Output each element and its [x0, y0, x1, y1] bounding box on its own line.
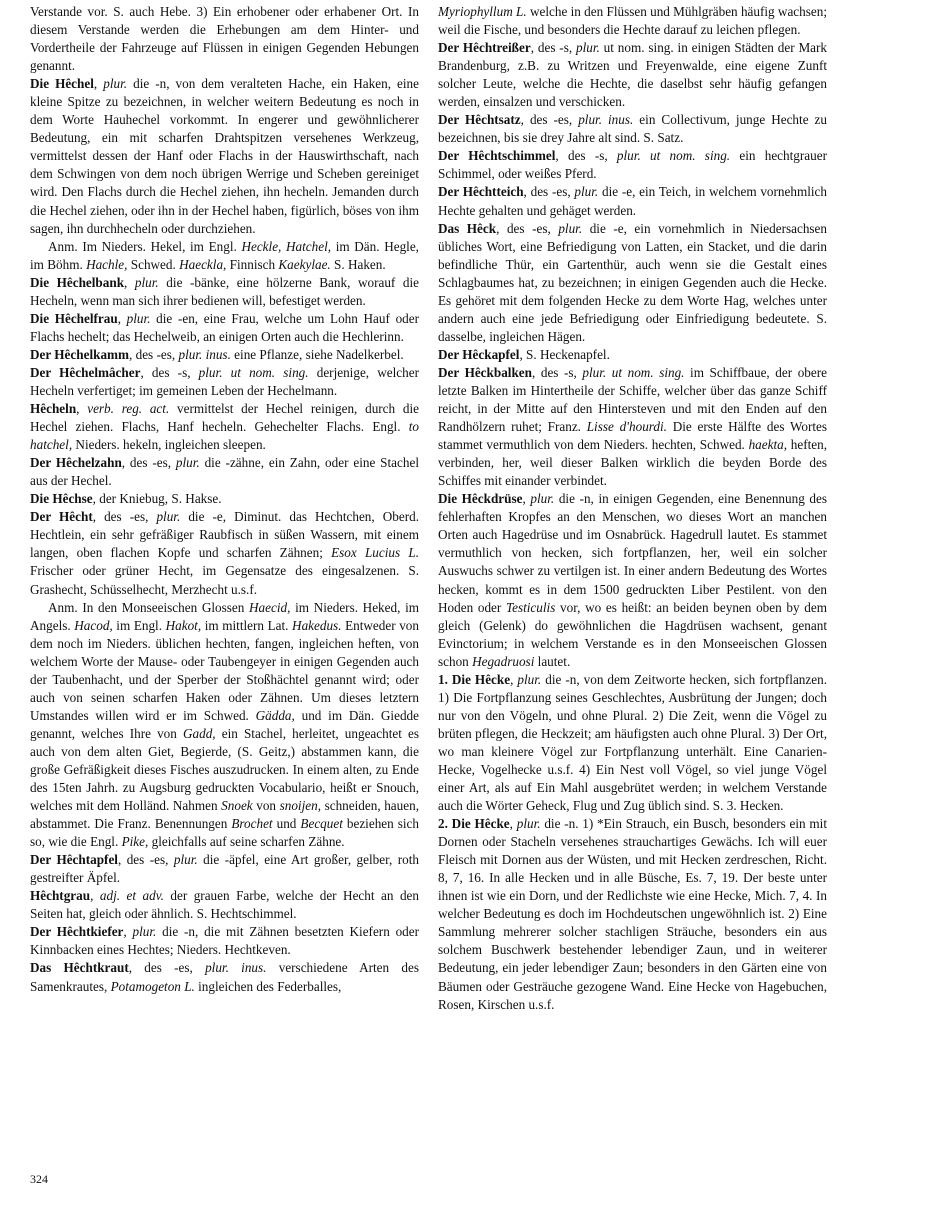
- entry-text: ein hechtgrauer Schimmel, oder weißes Pferd.: [438, 148, 827, 182]
- entry-text: Nieders. hekeln, ingleichen sleepen.: [72, 437, 266, 453]
- dictionary-entry: [30, 454, 419, 490]
- entry-text: die -e, Diminut. das Hechtchen, Oberd. Hechtlein, ein sehr gefräßiger Raubfisch in süßen Wassern, mit einem langen, oben flachen Kopfe und scharfen Zähnen;: [30, 509, 419, 561]
- entry-text: verschiedene Arten des Samenkrautes,: [30, 960, 419, 994]
- dictionary-entry: [438, 183, 827, 219]
- italic-term: Gadd,: [183, 725, 216, 741]
- entry-text: vor, wo es heißt: an beiden beynen oben by dem gleich (Gelenk) do gewöhnlichen die Hagdrüsen wachsent, genant Evinctorium; in welchem Verstande es in den Monseeischen Glossen schon: [438, 599, 827, 669]
- entry-text: Anm. In den Monseeischen Glossen: [48, 599, 250, 615]
- entry-text: , des -es,: [121, 455, 176, 471]
- dictionary-entry: [438, 346, 827, 364]
- entry-text: die -n, die mit Zähnen besetzten Kiefern oder Kinnbacken eines Hechtes; Nieders. Hechtkeven.: [30, 924, 420, 958]
- entry-text: im Engl.: [112, 617, 166, 633]
- italic-term: plur.: [132, 924, 157, 940]
- dictionary-entry: [30, 346, 419, 364]
- entry-text: ein Stachel, herleitet, ungeachtet es auch von dem alten Giet, Begierde, (S. Geitz,) abstammen kann, die große Gefräßigkeit dieses Fisches auszudrucken. In einem alten, zu Ende des 15ten Jahrh. zu Augsburg gedruckten Vocabulario, heißt er Snouch, welches mit dem Holländ. Nahmen: [30, 725, 420, 814]
- entry-text: vermittelst der Hechel reinigen, durch die Hechel ziehen. Flachs, Hanf hecheln. Gehechelter Flachs. Engl.: [30, 401, 419, 435]
- entry-text: , des -s,: [140, 364, 199, 380]
- entry-text: im Dän. Hegle, im Böhm.: [30, 238, 419, 272]
- dictionary-entry: [30, 364, 419, 400]
- entry-text: die -bänke, eine hölzerne Bank, worauf die Hecheln, wenn man sich ihrer bedienen will, befestiget werden.: [30, 274, 419, 308]
- dictionary-entry: [438, 39, 827, 111]
- headword: Die Hêchse: [30, 491, 93, 507]
- left-column: [30, 3, 419, 996]
- italic-term: adj. et adv.: [99, 888, 164, 904]
- italic-term: plur.: [134, 274, 159, 290]
- entry-text: , des -es,: [117, 852, 174, 868]
- dictionary-entry: [30, 508, 419, 598]
- dictionary-entry: [438, 220, 827, 346]
- italic-term: Hakot,: [165, 617, 202, 633]
- entry-text: , des -es,: [523, 184, 575, 200]
- italic-term: plur.: [173, 852, 198, 868]
- annotation-paragraph: [30, 599, 419, 852]
- entry-text: derjenige, welcher Hecheln verfertiget; im gemeinen Leben der Hechelmann.: [30, 364, 419, 398]
- entry-text: die -n, von dem veralteten Hache, ein Haken, eine kleine Spitze zu bezeichnen, in welcher weitern Bedeutung es noch in dem Worte Hauhechel vorkommt. In engerer und gewöhnlicherer Bedeutung, ein mit scharfen Drahtspitzen versehenes Werkzeug, vermittelst dessen der Hanf oder Flachs in der Hauswirthschaft, nach dem Schwingen von dem noch übrigen Werrige und Scheben gereiniget wird. Den Flachs durch die Hechel ziehen, ihn hecheln. Jemanden durch die Hechel ziehen, oder ihn in der Hechel haben, figürlich, böses von ihm sagen, ihn durchhecheln oder durchziehen.: [30, 76, 419, 236]
- italic-term: plur.: [103, 76, 128, 92]
- italic-term: plur.: [530, 491, 555, 507]
- entry-text: , des -es,: [92, 509, 157, 525]
- headword: 1. Die Hêcke: [438, 671, 511, 687]
- entry-text: die -zähne, ein Zahn, oder eine Stachel aus der Hechel.: [30, 455, 419, 489]
- italic-term: Kaekylae.: [278, 256, 331, 272]
- entry-text: ,: [90, 888, 100, 904]
- entry-text: , der Kniebug, S. Hakse.: [92, 491, 222, 507]
- dictionary-entry: [438, 815, 827, 1014]
- dictionary-entry: [438, 490, 827, 670]
- italic-term: Snoek: [221, 798, 253, 814]
- italic-term: Hegadruosi: [472, 653, 535, 669]
- italic-term: verb. reg. act.: [87, 401, 170, 417]
- italic-term: plur. ut nom. sing.: [582, 364, 685, 380]
- entry-text: die -äpfel, eine Art großer, gelber, roth gestreifter Äpfel.: [30, 852, 419, 886]
- italic-term: plur. ut nom. sing.: [198, 364, 309, 380]
- italic-term: Hakedus.: [292, 617, 342, 633]
- italic-term: plur. inus.: [205, 960, 267, 976]
- entry-text: der grauen Farbe, welche der Hecht an den Seiten hat, gleich oder ähnlich. S. Hechtschimmel.: [30, 888, 420, 922]
- annotation-paragraph: [30, 238, 419, 274]
- dictionary-entry: [30, 851, 419, 887]
- entry-text: Schwed.: [127, 256, 180, 272]
- continued-text: [30, 3, 419, 75]
- dictionary-entry: [30, 887, 419, 923]
- italic-term: Testiculis: [505, 599, 556, 615]
- headword: Die Hêchel: [30, 76, 94, 92]
- headword: Die Hêchelfrau: [30, 310, 118, 326]
- italic-term: Heckle, Hatchel,: [241, 238, 332, 254]
- entry-text: die -n, in einigen Gegenden, eine Benennung des fehlerhaften Kropfes an den Menschen, wo dieses Wort an manchen Orten auch Hagedrüse und im Osnabrück. Hagedrull lautet. Es stammet vermuthlich von hecken, sich fortpflanzen, her, weil ein solcher Auswuchs schwer zu vertilgen ist. In einer andern Bedeutung des Wortes hecken, kommt es in dem 1500 gedruckten Liber Pestilent. von den Hoden oder: [438, 491, 827, 615]
- headword: Das Hêck: [438, 220, 497, 236]
- entry-text: , des -s,: [555, 148, 617, 164]
- italic-term: plur. ut nom. sing.: [616, 148, 731, 164]
- headword: Hêcheln: [30, 401, 77, 417]
- italic-term: plur. inus.: [178, 346, 231, 362]
- entry-text: schneiden, hauen, abstammet. Die Franz. Benennungen: [30, 798, 419, 832]
- dictionary-entry: [30, 400, 419, 454]
- italic-term: Brochet: [231, 816, 273, 832]
- italic-term: Haecid,: [249, 599, 291, 615]
- headword: Der Hêckbalken: [438, 364, 532, 380]
- italic-term: Potamogeton L.: [110, 978, 195, 994]
- italic-term: plur.: [516, 816, 541, 832]
- entry-text: , des -es,: [496, 220, 559, 236]
- entry-text: ,: [123, 924, 133, 940]
- italic-term: plur.: [576, 40, 600, 56]
- entry-text: im Nieders. Heked, im Angels.: [30, 599, 419, 633]
- entry-text: S. Haken.: [330, 256, 386, 272]
- entry-text: Die erste Hälfte des Wortes stammet vermuthlich von dem Nieders. hechten, Schwed.: [438, 419, 827, 453]
- dictionary-entry: [30, 310, 419, 346]
- dictionary-entry: [438, 671, 827, 815]
- headword: Das Hêchtkraut: [30, 960, 129, 976]
- entry-text: lautet.: [534, 653, 571, 669]
- headword: Der Hêchelmâcher: [30, 364, 141, 380]
- entry-text: , des -es,: [520, 112, 579, 128]
- dictionary-entry: [30, 490, 419, 508]
- italic-term: to hatchel,: [30, 419, 419, 453]
- entry-text: , des -s,: [531, 364, 583, 380]
- entry-text: ,: [522, 491, 531, 507]
- headword: 2. Die Hêcke: [438, 816, 510, 832]
- italic-term: plur.: [126, 310, 151, 326]
- italic-term: plur.: [558, 220, 583, 236]
- entry-text: Anm. Im Nieders. Hekel, im Engl.: [48, 238, 242, 254]
- headword: Der Hêckapfel: [438, 346, 520, 362]
- continued-text: [438, 3, 827, 39]
- headword: Der Hêchelzahn: [30, 455, 122, 471]
- dictionary-entry: [30, 923, 419, 959]
- italic-term: plur.: [156, 509, 181, 525]
- entry-text: die -e, ein Teich, in welchem vornehmlich Hechte gehalten und gehäget werden.: [438, 184, 827, 218]
- entry-text: beziehen sich so, wie die Engl.: [30, 816, 419, 850]
- headword: Der Hêcht: [30, 509, 93, 525]
- italic-term: plur.: [574, 184, 599, 200]
- italic-term: Pike,: [121, 834, 149, 850]
- entry-text: ,: [510, 671, 518, 687]
- dictionary-entry: [438, 147, 827, 183]
- entry-text: und im Dän. Giedde genannt, welches Ihre von: [30, 707, 419, 741]
- headword: Der Hêchtteich: [438, 184, 524, 200]
- italic-term: Hachle,: [86, 256, 128, 272]
- italic-term: plur. inus.: [578, 112, 634, 128]
- entry-text: eine Pflanze, siehe Nadelkerbel.: [230, 346, 404, 362]
- headword: Der Hêchtsatz: [438, 112, 521, 128]
- right-column: [438, 3, 827, 1014]
- dictionary-entry: [438, 364, 827, 490]
- entry-text: , S. Heckenapfel.: [519, 346, 610, 362]
- entry-text: ,: [93, 76, 104, 92]
- entry-text: die -n, von dem Zeitworte hecken, sich fortpflanzen. 1) Die Fortpflanzung seines Geschlechtes, Ausbrütung der Jungen; doch nur von den Vögeln, und ohne Plural. 2) Die Zeit, wenn die Vögel zu brüten pflegen, die Heckzeit; am häufigsten auch ohne Plural. 3) Der Ort, wo man kleinere Vögel zur Fortpflanzung unterhält. Eine Canarien-Hecke, Vogelhecke u.s.f. 4) Ein Nest voll Vögel, so viel junge Vögel einer Art, als auf Ein Mahl ausgebrütet werden; in welchem Verstande auch die Wörter Geheck, Flug und Zug üblich sind. S. 3. Hecken.: [438, 671, 828, 814]
- headword: Die Hêchelbank: [30, 274, 125, 290]
- italic-term: Lisse d'hourdi.: [586, 419, 667, 435]
- headword: Der Hêchtapfel: [30, 852, 118, 868]
- italic-term: Esox Lucius L.: [331, 545, 420, 561]
- dictionary-entry: [30, 959, 419, 995]
- entry-text: ingleichen des Federballes,: [194, 978, 342, 994]
- entry-text: im Schiffbaue, der obere letzte Balken im Hintertheile der Schiffe, welcher über das ganze Schiff reicht, in der Mitte auf den Hintersteven und mit den Enden auf den Randhölzern ruhet; Franz.: [438, 364, 827, 435]
- italic-term: Becquet: [300, 816, 343, 832]
- entry-text: von: [252, 798, 280, 814]
- dictionary-entry: [30, 274, 419, 310]
- entry-text: gleichfalls auf seine scharfen Zähne.: [148, 834, 345, 850]
- entry-text: ,: [117, 310, 127, 326]
- italic-term: snoijen,: [279, 798, 322, 814]
- headword: Der Hêchtschimmel: [438, 148, 556, 164]
- entry-text: , des -es,: [128, 960, 206, 976]
- headword: Der Hêchtreißer: [438, 40, 531, 56]
- page-number: 324: [30, 1172, 48, 1186]
- italic-term: Haeckla,: [179, 256, 227, 272]
- entry-text: ,: [509, 816, 517, 832]
- entry-text: ,: [124, 274, 135, 290]
- italic-term: Gädda,: [255, 707, 295, 723]
- headword: Die Hêckdrüse: [438, 491, 523, 507]
- entry-text: die -e, ein vornehmlich in Niedersachsen übliches Wort, eine Befriedigung von Latten, ein Stacket, und die darin befindliche Thür, ein Gartenthür, auch wenn sie die Gestalt eines Schlagbaumes hat, zu bezeichnen; in einigen Gegenden auch die Hecke. Es gehöret mit dem folgenden Hecke zu dem Worte Hag, welches unter andern auch eine jede Befriedigung oder Einfriedigung bedeutete. S. dasselbe, ingleichen Hägen.: [438, 220, 827, 344]
- entry-text: Verstande vor. S. auch Hebe. 3) Ein erhobener oder erhabener Ort. In diesem Verstande werden die Erhebungen am dem Hinter- und Vordertheile der Fahrzeuge auf Flüssen in einigen Gegenden Hebungen genannt.: [30, 4, 419, 74]
- entry-text: und: [272, 816, 301, 832]
- headword: Der Hêchtkiefer: [30, 924, 124, 940]
- italic-term: Myriophyllum L.: [438, 4, 527, 19]
- headword: Der Hêchelkamm: [30, 346, 130, 362]
- dictionary-entry: [30, 75, 419, 237]
- italic-term: Hacod,: [74, 617, 113, 633]
- entry-text: , des -es,: [129, 346, 179, 362]
- headword: Hêchtgrau: [30, 888, 91, 904]
- entry-text: welche in den Flüssen und Mühlgräben häufig wachsen; weil die Fische, und besonders die Hechte darauf zu leichen pflegen.: [438, 4, 827, 38]
- entry-text: im mittlern Lat.: [201, 617, 293, 633]
- entry-text: die -en, eine Frau, welche um Lohn Hauf oder Flachs hechelt; das Hechelweib, an einigen Orten auch die Hechlerinn.: [30, 310, 419, 344]
- italic-term: plur.: [517, 671, 542, 687]
- entry-text: ein Collectivum, junge Hechte zu bezeichnen, bis sie drey Jahre alt sind. S. Satz.: [438, 112, 827, 146]
- italic-term: haekta,: [748, 437, 788, 453]
- entry-text: Finnisch: [226, 256, 279, 272]
- italic-term: plur.: [175, 455, 200, 471]
- entry-text: , des -s,: [530, 40, 576, 56]
- entry-text: Entweder von dem noch im Nieders. üblichen hechten, fangen, ingleichen heften, von welchem Worte der Mause- oder Taubengeyer in einigen Gegenden auch der Taubenhacht, und der Sperber der Stoßhächtel genannt wird; oder auch von seinen scharfen Haken oder Zähnen. Um dieses letztern Umstandes willen wird er im Schwed.: [30, 617, 419, 723]
- entry-text: Frischer oder grüner Hecht, im Gegensatze des eingesalzenen. S. Grashecht, Schüsselhecht, Merzhecht u.s.f.: [30, 563, 419, 597]
- entry-text: ut nom. sing. in einigen Städten der Mark Brandenburg, z.B. zu Writzen und Freyenwalde, eine eigene Zunft solcher Leute, welche die Hechte, die daselbst sehr häufig gefangen werden, einsalzen und verschicken.: [438, 40, 828, 110]
- dictionary-entry: [438, 111, 827, 147]
- entry-text: ,: [76, 401, 88, 417]
- entry-text: heften, verbinden, her, weil dieser Balken wirklich die beyden Borde des Schiffes mit einander verbindet.: [438, 437, 827, 489]
- entry-text: die -n. 1) *Ein Strauch, ein Busch, besonders ein mit Dornen oder Stacheln versehenes strauchartiges Gewächs. Ich will euer Fleisch mit Dornen aus der Wüsten, und mit Hecken zerdreschen, Richt. 8, 7, 16. In alle Hecken und in alle Büsche, Es. 7, 19. Der beste unter ihnen ist wie ein Dorn, und der Redlichste wie eine Hecke, Mich. 7, 4. In welcher Bedeutung es doch im Hochdeutschen ungewöhnlich ist. 2) Eine Sammlung mehrerer solcher stachligen Sträuche, besonders ein aus solchem Buschwerk bestehender lebendiger Zaun, und in weiterer Bedeutung, ein jeder lebendiger Zaun; besonders in den Gärten eine von Bäumen oder Gesträuche gezogene Wand. Eine Hecke von Hagebuchen, Rosen, Kirschen u.s.f.: [438, 816, 827, 1012]
